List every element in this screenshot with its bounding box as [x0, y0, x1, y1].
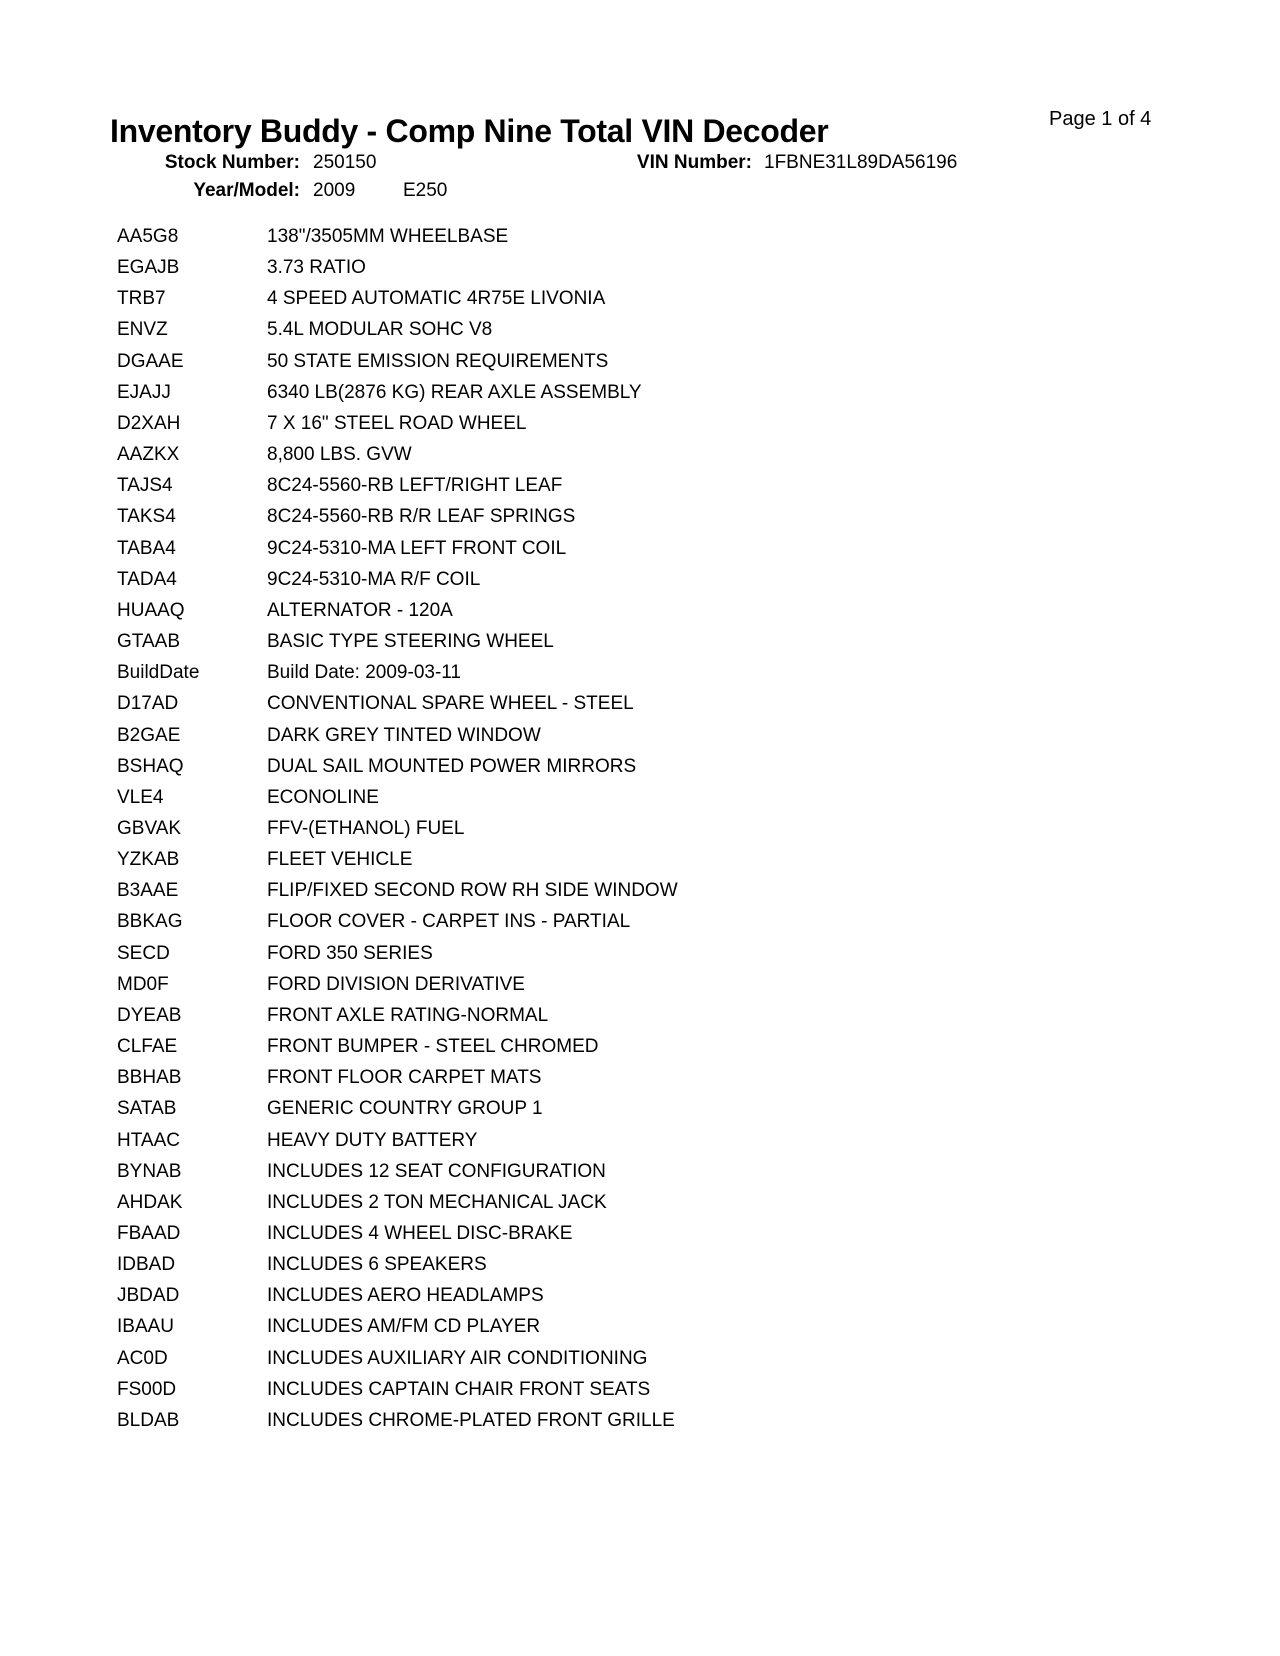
- option-row: [117, 1249, 1217, 1280]
- option-code: TABA4: [117, 537, 176, 559]
- option-row: [117, 1031, 1217, 1062]
- option-row: [117, 1000, 1217, 1031]
- option-row: [117, 844, 1217, 875]
- option-code: DGAAE: [117, 350, 184, 372]
- option-description: FRONT AXLE RATING-NORMAL: [267, 1004, 549, 1026]
- option-row: [117, 252, 1217, 283]
- option-row: [117, 1062, 1217, 1093]
- option-code: HUAAQ: [117, 599, 185, 621]
- option-row: [117, 1125, 1217, 1156]
- option-row: [117, 377, 1217, 408]
- option-description: 8,800 LBS. GVW: [267, 444, 412, 466]
- option-description: FRONT FLOOR CARPET MATS: [267, 1067, 542, 1089]
- option-code: BBHAB: [117, 1067, 182, 1089]
- option-row: [117, 782, 1217, 813]
- option-description: ECONOLINE: [267, 786, 379, 808]
- option-description: 9C24-5310-MA R/F COIL: [267, 568, 481, 590]
- option-code: AC0D: [117, 1347, 168, 1369]
- option-code: CLFAE: [117, 1036, 178, 1058]
- option-description: FORD DIVISION DERIVATIVE: [267, 973, 525, 995]
- option-description: FLOOR COVER - CARPET INS - PARTIAL: [267, 911, 631, 933]
- option-description: FFV-(ETHANOL) FUEL: [267, 817, 465, 839]
- option-row: [117, 501, 1217, 532]
- year-model-label: Year/Model:: [193, 180, 300, 201]
- option-description: INCLUDES 2 TON MECHANICAL JACK: [267, 1191, 607, 1213]
- option-row: [117, 813, 1217, 844]
- option-row: [117, 346, 1217, 377]
- option-code: TADA4: [117, 568, 177, 590]
- option-code: BLDAB: [117, 1409, 180, 1431]
- option-description: INCLUDES CHROME-PLATED FRONT GRILLE: [267, 1409, 675, 1431]
- option-code: B2GAE: [117, 724, 181, 746]
- option-row: [117, 221, 1217, 252]
- option-description: INCLUDES CAPTAIN CHAIR FRONT SEATS: [267, 1378, 651, 1400]
- option-description: 9C24-5310-MA LEFT FRONT COIL: [267, 537, 567, 559]
- option-code: BSHAQ: [117, 755, 184, 777]
- option-code: EGAJB: [117, 257, 180, 279]
- option-description: INCLUDES 12 SEAT CONFIGURATION: [267, 1160, 606, 1182]
- option-row: [117, 751, 1217, 782]
- option-description: 7 X 16" STEEL ROAD WHEEL: [267, 412, 527, 434]
- option-description: 138"/3505MM WHEELBASE: [267, 226, 509, 247]
- option-description: FLEET VEHICLE: [267, 849, 413, 871]
- option-row: [117, 969, 1217, 1000]
- option-row: [117, 938, 1217, 969]
- option-description: 5.4L MODULAR SOHC V8: [267, 319, 493, 341]
- option-row: [117, 1374, 1217, 1405]
- vin-number-label: VIN Number:: [636, 152, 752, 173]
- year-value: 2009: [313, 180, 356, 201]
- option-description: FORD 350 SERIES: [267, 942, 433, 964]
- option-description: INCLUDES AM/FM CD PLAYER: [267, 1316, 541, 1338]
- option-description: 8C24-5560-RB R/R LEAF SPRINGS: [267, 506, 576, 528]
- option-row: [117, 875, 1217, 906]
- option-row: [117, 626, 1217, 657]
- option-row: [117, 408, 1217, 439]
- page-number: Page 1 of 4: [1049, 108, 1152, 130]
- option-code: SECD: [117, 942, 170, 964]
- option-row: [117, 283, 1217, 314]
- vin-number-value: 1FBNE31L89DA56196: [764, 152, 958, 173]
- option-description: INCLUDES AERO HEADLAMPS: [267, 1285, 544, 1307]
- option-row: [117, 1343, 1217, 1374]
- option-row: [117, 595, 1217, 626]
- option-row: [117, 906, 1217, 937]
- option-description: 6340 LB(2876 KG) REAR AXLE ASSEMBLY: [267, 381, 642, 403]
- option-row: [117, 314, 1217, 345]
- option-code: MD0F: [117, 973, 169, 995]
- option-row: [117, 1405, 1217, 1436]
- option-row: [117, 533, 1217, 564]
- option-row: [117, 1187, 1217, 1218]
- option-code: D2XAH: [117, 412, 181, 434]
- option-description: INCLUDES 4 WHEEL DISC-BRAKE: [267, 1223, 573, 1244]
- page-title: Inventory Buddy - Comp Nine Total VIN Decoder: [110, 113, 829, 149]
- option-description: FLIP/FIXED SECOND ROW RH SIDE WINDOW: [267, 880, 678, 902]
- option-code: IDBAD: [117, 1254, 176, 1276]
- option-description: 50 STATE EMISSION REQUIREMENTS: [267, 350, 609, 372]
- option-code: BBKAG: [117, 911, 183, 933]
- option-description: INCLUDES 6 SPEAKERS: [267, 1254, 487, 1276]
- option-code: VLE4: [117, 786, 164, 808]
- option-row: [117, 1218, 1217, 1249]
- option-code: BYNAB: [117, 1160, 182, 1182]
- stock-number-value: 250150: [313, 152, 377, 173]
- option-description: CONVENTIONAL SPARE WHEEL - STEEL: [267, 693, 634, 715]
- option-code: AA5G8: [117, 226, 179, 247]
- option-row: [117, 720, 1217, 751]
- option-row: [117, 439, 1217, 470]
- option-code: GBVAK: [117, 817, 182, 839]
- option-description: ALTERNATOR - 120A: [267, 599, 453, 621]
- model-value: E250: [403, 180, 448, 201]
- option-description: GENERIC COUNTRY GROUP 1: [267, 1098, 543, 1120]
- option-code: IBAAU: [117, 1316, 175, 1338]
- option-code: YZKAB: [117, 849, 180, 871]
- option-description: 4 SPEED AUTOMATIC 4R75E LIVONIA: [267, 288, 606, 310]
- option-description: 3.73 RATIO: [267, 257, 366, 279]
- option-code: FBAAD: [117, 1223, 181, 1244]
- option-code: BuildDate: [117, 662, 200, 684]
- option-description: INCLUDES AUXILIARY AIR CONDITIONING: [267, 1347, 648, 1369]
- option-row: [117, 470, 1217, 501]
- option-code: EJAJJ: [117, 381, 171, 403]
- option-row: [117, 1280, 1217, 1311]
- option-code: HTAAC: [117, 1129, 180, 1151]
- option-description: BASIC TYPE STEERING WHEEL: [267, 631, 554, 653]
- option-row: [117, 688, 1217, 719]
- option-row: [117, 1311, 1217, 1342]
- option-code: SATAB: [117, 1098, 177, 1120]
- option-row: [117, 564, 1217, 595]
- option-code: DYEAB: [117, 1004, 182, 1026]
- option-description: DARK GREY TINTED WINDOW: [267, 724, 541, 746]
- option-description: HEAVY DUTY BATTERY: [267, 1129, 478, 1151]
- option-code: D17AD: [117, 693, 179, 715]
- option-code: TAKS4: [117, 506, 176, 528]
- option-code: FS00D: [117, 1378, 177, 1400]
- option-description: Build Date: 2009-03-11: [267, 662, 461, 684]
- option-description: 8C24-5560-RB LEFT/RIGHT LEAF: [267, 475, 563, 497]
- options-list: [117, 221, 1217, 1436]
- option-code: ENVZ: [117, 319, 168, 341]
- option-code: AAZKX: [117, 444, 180, 466]
- option-row: [117, 1093, 1217, 1124]
- option-description: FRONT BUMPER - STEEL CHROMED: [267, 1036, 599, 1058]
- option-row: [117, 657, 1217, 688]
- option-description: DUAL SAIL MOUNTED POWER MIRRORS: [267, 755, 637, 777]
- stock-number-label: Stock Number:: [164, 152, 300, 173]
- option-code: TRB7: [117, 288, 166, 310]
- option-code: AHDAK: [117, 1191, 183, 1213]
- option-code: JBDAD: [117, 1285, 180, 1307]
- option-code: TAJS4: [117, 475, 173, 497]
- option-row: [117, 1156, 1217, 1187]
- option-code: GTAAB: [117, 631, 180, 653]
- option-code: B3AAE: [117, 880, 179, 902]
